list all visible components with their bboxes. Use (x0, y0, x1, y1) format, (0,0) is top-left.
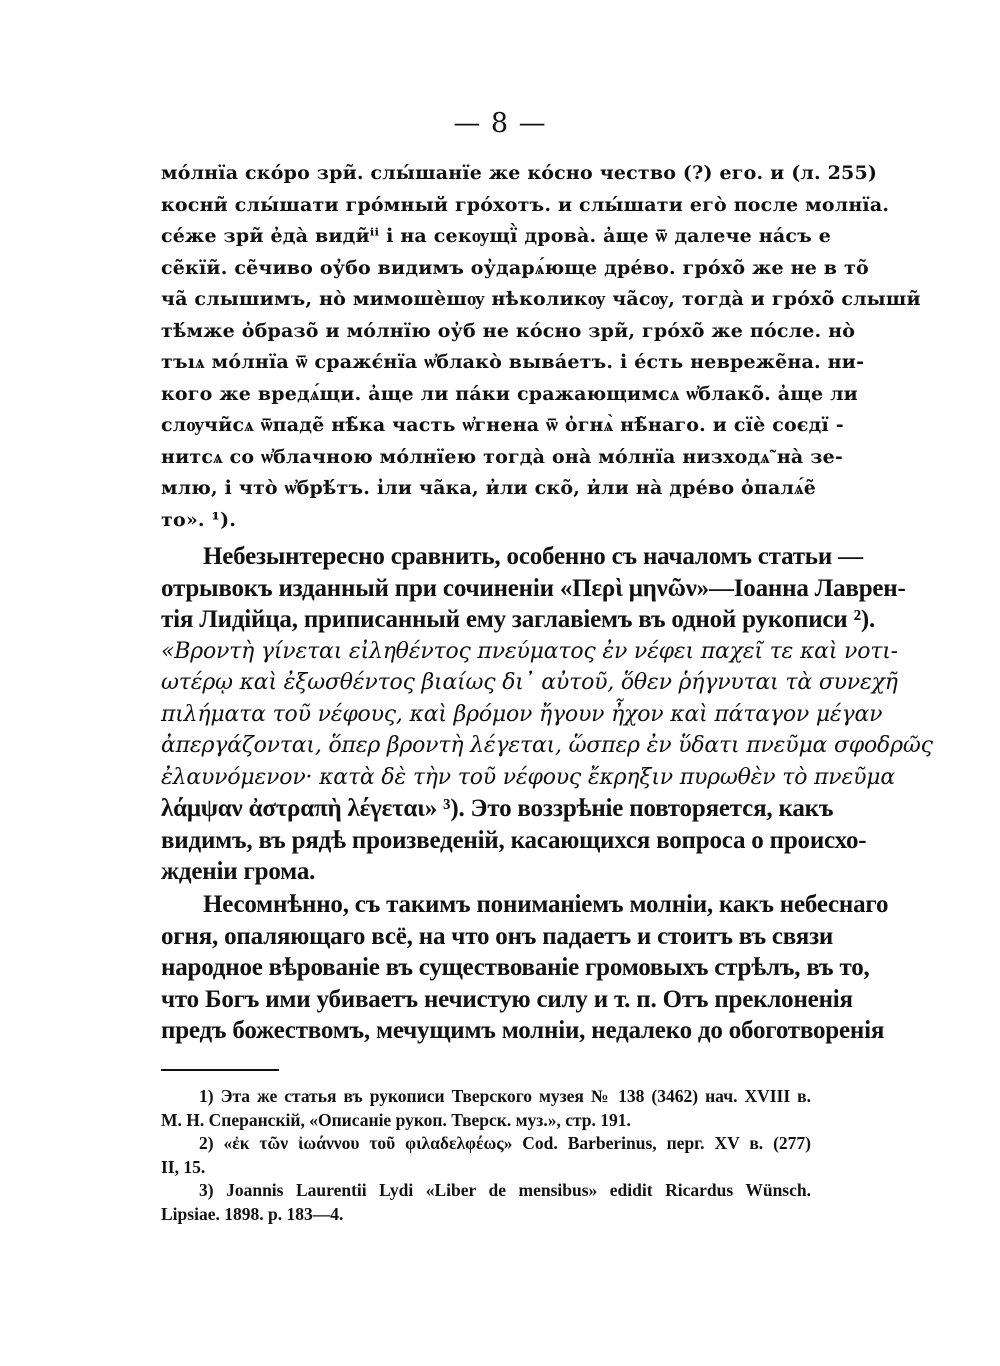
quotation-line: тъıѧ мо́лнїа ѿ сражє́нїа ѡ̓блако̀ выва́етъ. і е́сть невреже̃на. ни- (161, 351, 865, 373)
quotation-line: кого же вредѧ́щи. а̓ще ли па́ки сражающимсѧ ѡ̓блако̃. а̓ще ли (161, 382, 858, 405)
quotation-line: косни̃ слы́шати гро́мный гро́хотъ. и слы́шати его̀ после молнїа. (161, 193, 890, 216)
paragraph-line: видимъ, въ рядѣ произведеній, касающихся вопроса о происхо- (161, 826, 867, 854)
paragraph-line: Небезынтересно сравнить, особенно съ началомъ статьи — (203, 543, 863, 570)
paragraph-line: λάμψαν ἀστραπὴ λέγεται» ³). Это воззрѣніе повторяется, какъ (161, 795, 834, 822)
paragraph-line: народное вѣрованіе въ существованіе громовыхъ стрѣлъ, въ то, (161, 954, 870, 981)
footnote-3: 3) Joannis Laurentii Lydi «Liber de mensibus» edidit Ricardus Wünsch. (199, 1180, 811, 1200)
greek-quotation-line: ἀπεργάζονται, ὅπερ βροντὴ λέγεται, ὥσπερ ἐν ὕδατι πνεῦμα σφοδρῶς (161, 733, 933, 758)
footnote-2-continuation: II, 15. (161, 1156, 206, 1177)
greek-quotation-line: «Βροντὴ γίνεται εἰληθέντος πνεύματος ἐν νέφει παχεῖ τε καὶ νοτι- (161, 638, 898, 664)
quotation-line: тѣ́мже о̓бразо̃ и мо́лнїю оу̓б не ко́сно зри̃, гро́хо̃ же по́сле. но̀ (161, 319, 856, 342)
page-number: — 8 — (453, 108, 547, 139)
quotation-line: млю, і что̀ ѡ̓брѣ́тъ. і̓ли ча̃ка, и̓ли ско̃, и̓ли на̀ дре́во о̓палѧ́е̃ (161, 477, 817, 499)
paragraph-line: отрывокъ изданный при сочиненіи «Περὶ μηνῶν»—Іоанна Лаврен- (161, 574, 906, 602)
footnotes (161, 1085, 811, 1226)
quotation-line: нитсѧ со ѡ̓блачною мо́лнїею тогда̀ она̀ мо́лнїа низходѧ̃ на̀ зе- (161, 445, 843, 468)
paragraph-line: тія Лидійца, приписанный ему заглавіемъ въ одной рукописи ²). (161, 606, 876, 633)
footnote-3-continuation: Lipsiae. 1898. p. 183—4. (161, 1203, 344, 1224)
footnote-1-continuation: М. Н. Сперанскій, «Описаніе рукоп. Тверск. муз.», стр. 191. (161, 1109, 631, 1130)
quotation-line: се́же зри̃ е̓да̀ види̃ⁱⁱ і на секѹщї̀ дрова̀. а̓ще ѿ далече на́съ е (161, 225, 832, 247)
paragraph-lydus-comparison (161, 541, 933, 888)
greek-quotation-line: πιλήματα τοῦ νέφους, καὶ βρόμον ἤγουν ἦχον καὶ πάταγον μέγαν (161, 701, 883, 727)
paragraph-line: огня, опаляющаго всё, на что онъ падаетъ и стоитъ въ связи (161, 922, 834, 950)
quotation-line: мо́лнїа ско́ро зри̃. слы́шанїе же ко́сно чество (?) его. и (л. 255) (161, 162, 878, 184)
greek-quotation-line: ωτέρῳ καὶ ἐξωσθέντος βιαίως δι᾽ αὐτοῦ, ὅθεν ῥήγνυται τὰ συνεχῆ (161, 670, 898, 695)
paragraph-line: Несомнѣнно, съ такимъ пониманіемъ молніи, какъ небеснаго (203, 891, 889, 918)
footnote-1: 1) Эта же статья въ рукописи Тверского музея № 138 (3462) нач. XVIII в. (199, 1086, 811, 1106)
footnote-divider (161, 1069, 279, 1071)
quotation-line: слѹчи̃сѧ ѿпаде̃ нѣ̃ка часть ѡ̓гнена ѿ о̓гнѧ̀ нѣ̃наго. и сїѐ соєдї - (161, 414, 844, 436)
quotation-line: се̃кїи̃. се̃чиво оу̓бо видимъ оу̓дарѧ́юще дре́во. гро́хо̃ же не в то̃ (161, 256, 869, 279)
paragraph-line: что Богъ ими убиваетъ нечистую силу и т. п. Отъ преклоненія (161, 985, 853, 1013)
quotation-line: ча̃ слышимъ, но̀ мимошѐшѹ нѣколикѹ ча̃сѹ, тогда̀ и гро́хо̃ слыши̃ (161, 288, 921, 310)
footnote-2: 2) «ἐκ τῶν ἰωάννου τοῦ φιλαδελφέως» Cod. Barberinus, перг. XV в. (277) (199, 1133, 811, 1153)
paragraph-line: предъ божествомъ, мечущимъ молніи, недалеко до обоготворенія (161, 1017, 885, 1044)
paragraph-line: жденіи грома. (161, 858, 316, 885)
paragraph-lightning-belief (161, 889, 889, 1047)
church-slavonic-quotation (161, 158, 921, 536)
greek-quotation-line: ἐλαυνόμενον· κατὰ δὲ τὴν τοῦ νέφους ἔκρηξιν πυρωθὲν τὸ πνεῦμα (161, 764, 896, 790)
quotation-line: то». ¹). (161, 508, 237, 531)
